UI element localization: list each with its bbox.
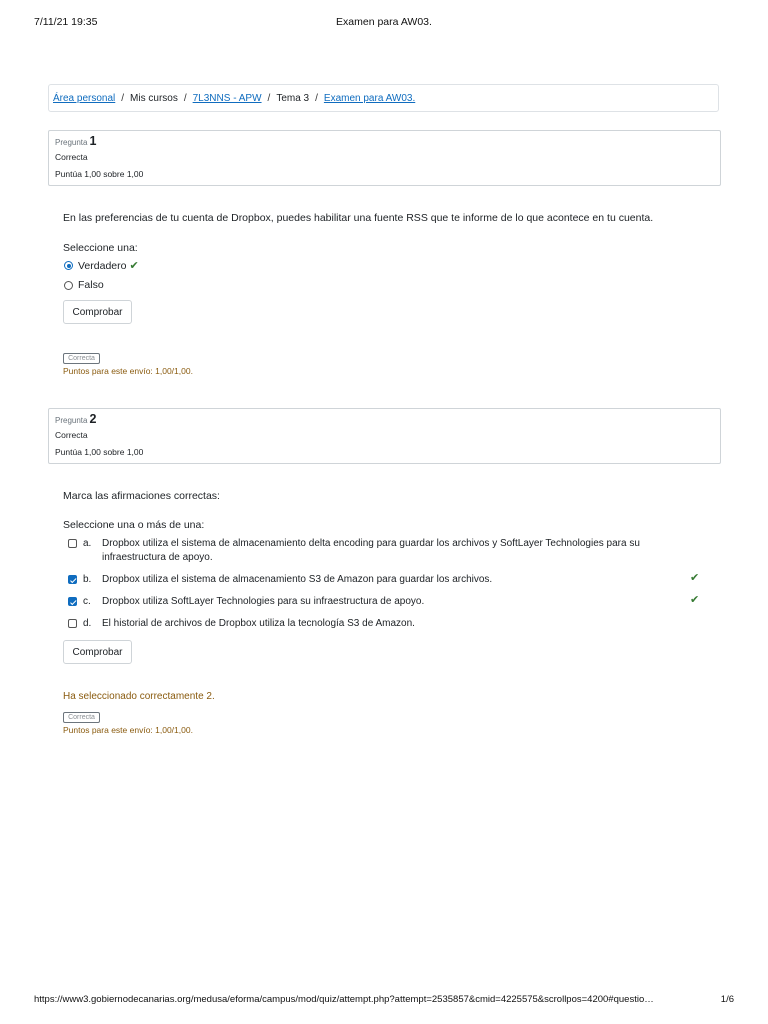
question-label: Pregunta	[55, 138, 88, 147]
option-verdadero[interactable]	[64, 259, 139, 272]
question-state: Correcta	[55, 152, 88, 162]
question-2-info	[48, 408, 721, 464]
check-icon: ✔	[690, 594, 700, 606]
question-number-value: 1	[89, 134, 97, 148]
print-title: Examen para AW03.	[336, 16, 432, 28]
print-datetime: 7/11/21 19:35	[34, 16, 98, 28]
breadcrumb-separator: /	[183, 92, 187, 104]
question-2-prompt: Seleccione una o más de una:	[63, 519, 205, 531]
check-button[interactable]: Comprobar	[63, 640, 132, 664]
breadcrumb-separator: /	[315, 92, 318, 104]
checkbox-checked[interactable]	[68, 597, 77, 606]
checkbox[interactable]	[68, 539, 77, 548]
option-label: El historial de archivos de Dropbox utiliza la tecnología S3 de Amazon.	[102, 618, 415, 629]
option-label: Verdadero	[78, 259, 127, 272]
option-letter: b.	[83, 574, 92, 585]
check-icon: ✔	[690, 572, 700, 584]
option-label: Dropbox utiliza el sistema de almacenamiento delta encoding para guardar los archivos y SoftLayer Technologies para su infraestructura de apoyo.	[102, 538, 640, 563]
radio-button-selected[interactable]	[64, 261, 73, 270]
option-label: Falso	[78, 279, 104, 291]
option-letter: a.	[83, 538, 92, 549]
points-for-submission: Puntos para este envío: 1,00/1,00.	[63, 366, 193, 376]
correct-badge: Correcta	[63, 353, 100, 364]
question-grade: Puntúa 1,00 sobre 1,00	[55, 447, 144, 457]
question-label: Pregunta	[55, 416, 88, 425]
question-1-prompt: Seleccione una:	[63, 242, 138, 254]
breadcrumb-course-link[interactable]: 7L3NNS - APW	[192, 92, 262, 104]
question-number	[55, 412, 96, 426]
question-1-text: En las preferencias de tu cuenta de Dropbox, puedes habilitar una fuente RSS que te informe de lo que acontece en tu cuenta.	[63, 212, 654, 224]
option-falso[interactable]	[64, 279, 104, 291]
feedback-text: Ha seleccionado correctamente 2.	[63, 691, 215, 702]
checkbox[interactable]	[68, 619, 77, 628]
question-number	[55, 134, 96, 148]
correct-badge: Correcta	[63, 712, 100, 723]
breadcrumb-separator: /	[121, 92, 125, 104]
breadcrumb-section: Tema 3	[276, 92, 310, 104]
page-number: 1/6	[720, 994, 734, 1005]
question-number-value: 2	[89, 412, 97, 426]
question-1-info	[48, 130, 721, 186]
breadcrumb-home-link[interactable]: Área personal	[53, 92, 116, 104]
breadcrumb-quiz-link[interactable]: Examen para AW03.	[323, 92, 416, 104]
breadcrumb-my-courses: Mis cursos	[130, 92, 178, 104]
option-letter: d.	[83, 618, 92, 629]
checkbox-checked[interactable]	[68, 575, 77, 584]
option-label: Dropbox utiliza el sistema de almacenamiento S3 de Amazon para guardar los archivos.	[102, 574, 493, 585]
question-2-text: Marca las afirmaciones correctas:	[63, 490, 220, 502]
page-url: https://www3.gobiernodecanarias.org/medusa/eforma/campus/mod/quiz/attempt.php?attempt=2535857&cmid=4225575&scrollpos=4200#questio…	[34, 994, 654, 1005]
radio-button[interactable]	[64, 281, 73, 290]
option-label: Dropbox utiliza SoftLayer Technologies para su infraestructura de apoyo.	[102, 596, 425, 607]
points-for-submission: Puntos para este envío: 1,00/1,00.	[63, 725, 193, 735]
option-letter: c.	[83, 596, 91, 607]
breadcrumb-separator: /	[267, 92, 271, 104]
question-state: Correcta	[55, 430, 88, 440]
breadcrumb	[48, 84, 719, 112]
question-grade: Puntúa 1,00 sobre 1,00	[55, 169, 144, 179]
check-button[interactable]: Comprobar	[63, 300, 132, 324]
check-icon: ✔	[129, 260, 139, 272]
